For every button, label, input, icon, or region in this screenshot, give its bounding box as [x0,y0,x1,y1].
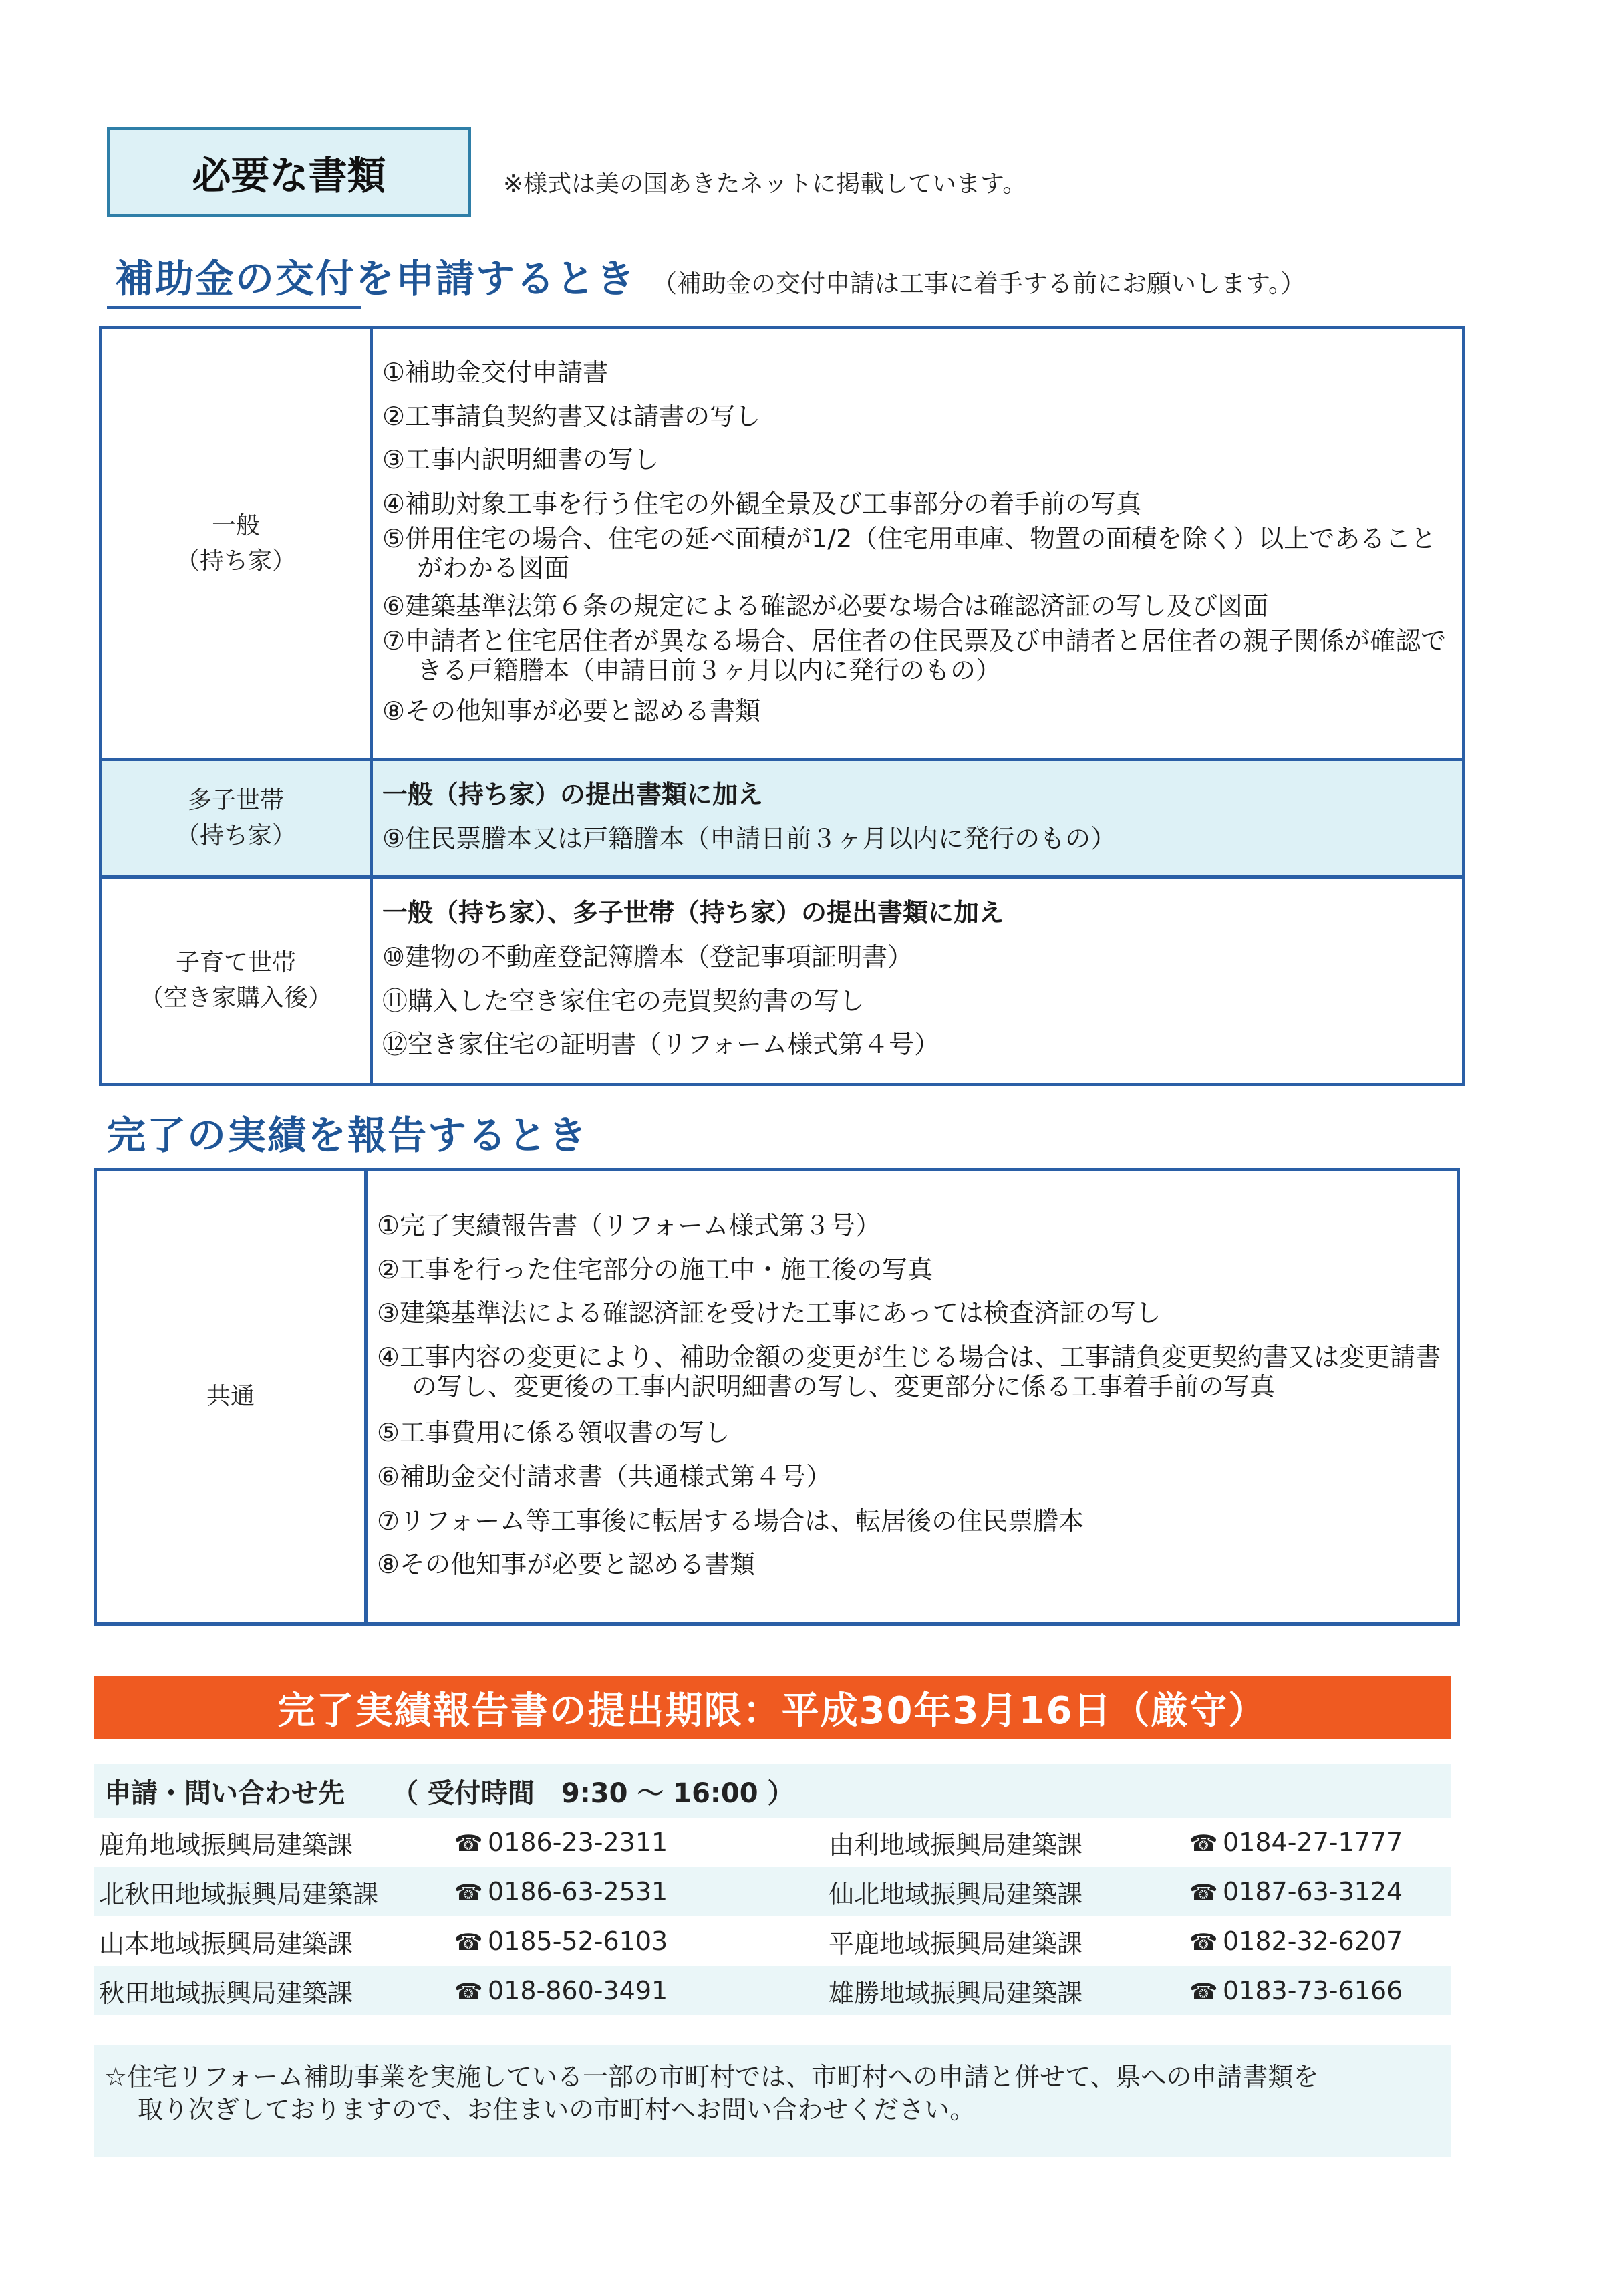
contact-row [94,1867,1451,1916]
phone-icon: ☎ [454,1880,483,1906]
phone-icon: ☎ [1189,1880,1218,1906]
header [107,127,1026,217]
phone-number: 0182-32-6207 [1223,1926,1403,1956]
list-item: ⑥補助金交付請求書（共通様式第４号） [377,1462,832,1492]
category-sublabel: （持ち家） [175,547,296,575]
phone-number: 0186-23-2311 [488,1828,668,1857]
items-cell [372,877,1464,1085]
category-cell [101,760,372,877]
phone-icon: ☎ [1189,1929,1218,1956]
office-name: 北秋田地域振興局建築課 [99,1879,379,1909]
phone-icon: ☎ [454,1830,483,1857]
phone-icon: ☎ [1189,1830,1218,1857]
contact-section [94,1764,1451,2015]
list-item: ②工事を行った住宅部分の施工中・施工後の写真 [377,1254,933,1284]
section2-title: 完了の実績を報告するとき [107,1113,589,1158]
list-lead: 一般（持ち家）の提出書類に加え [382,779,764,809]
contact-row [94,1966,1451,2015]
category-cell [101,877,372,1085]
office-phone[interactable] [1189,1926,1443,1956]
list-item: ③建築基準法による確認済証を受けた工事にあっては検査済証の写し [377,1298,1161,1328]
table-row-general [101,328,1464,760]
category-sublabel: （空き家購入後） [139,984,332,1012]
office-phone[interactable] [454,1926,829,1956]
office-name: 雄勝地域振興局建築課 [829,1978,1083,2008]
office-name: 平鹿地域振興局建築課 [829,1928,1083,1959]
list-item: ⑩建物の不動産登記簿謄本（登記事項証明書） [382,942,913,972]
section1-subtitle: （補助金の交付申請は工事に着手する前にお願いします。） [652,269,1306,298]
list-item: ①完了実績報告書（リフォーム様式第３号） [377,1210,881,1240]
list-item: ⑤工事費用に係る領収書の写し [377,1418,730,1448]
section1-title [115,247,1306,303]
list-item: ②工事請負契約書又は請書の写し [382,401,761,431]
section1-heading: 補助金の交付を申請するとき [115,256,637,301]
footnote-line2: 取り次ぎしておりますので、お住まいの市町村へお問い合わせください。 [138,2095,976,2125]
phone-number: 018-860-3491 [488,1976,668,2005]
section1-underline [107,306,361,309]
phone-number: 0186-63-2531 [488,1877,668,1906]
list-item: ⑦リフォーム等工事後に転居する場合は、転居後の住民票謄本 [377,1505,1084,1536]
table-row-multichild [101,760,1464,877]
list-item: ⑫空き家住宅の証明書（リフォーム様式第４号） [382,1030,940,1060]
category-label: 子育て世帯 [175,949,296,977]
list-item: ⑥建築基準法第６条の規定による確認が必要な場合は確認済証の写し及び図面 [382,591,1269,621]
office-phone[interactable] [454,1976,829,2005]
items-cell [366,1170,1459,1624]
header-note: ※様式は美の国あきたネットに掲載しています。 [503,170,1027,198]
phone-icon: ☎ [454,1929,483,1956]
category-label: 多子世帯 [187,786,284,815]
phone-number: 0187-63-3124 [1223,1877,1403,1906]
office-name: 仙北地域振興局建築課 [829,1879,1083,1909]
phone-icon: ☎ [454,1979,483,2005]
phone-number: 0184-27-1777 [1223,1828,1403,1857]
office-hours: （ 受付時間 9:30 ～ 16:00 ） [392,1777,794,1809]
office-phone[interactable] [454,1828,829,1857]
office-phone[interactable] [1189,1828,1443,1857]
list-item: ⑧その他知事が必要と認める書類 [377,1550,756,1580]
office-name: 由利地域振興局建築課 [829,1830,1083,1860]
category-sublabel: （持ち家） [175,821,296,849]
application-docs-table [99,326,1465,1086]
phone-icon: ☎ [1189,1979,1218,2005]
office-phone[interactable] [1189,1877,1443,1906]
list-item: ⑦申請者と住宅居住者が異なる場合、居住者の住民票及び申請者と居住者の親子関係が確認できる戸籍謄本（申請日前３ヶ月以内に発行のもの） [382,625,1447,685]
contact-label: 申請・問い合わせ先 [104,1777,345,1809]
office-phone[interactable] [1189,1976,1443,2005]
office-phone[interactable] [454,1877,829,1906]
list-item: ⑪購入した空き家住宅の売買契約書の写し [382,986,865,1016]
category-cell [101,328,372,760]
office-name: 山本地域振興局建築課 [99,1928,353,1959]
office-name: 鹿角地域振興局建築課 [99,1830,353,1860]
list-item: ⑨住民票謄本又は戸籍謄本（申請日前３ヶ月以内に発行のもの） [382,823,1117,853]
list-item: ⑤併用住宅の場合、住宅の延べ面積が1/2（住宅用車庫、物置の面積を除く）以上であることがわかる図面 [382,523,1437,583]
category-cell: 共通 [96,1170,366,1624]
phone-number: 0183-73-6166 [1223,1976,1403,2005]
items-cell [372,760,1464,877]
list-item: ①補助金交付申請書 [382,357,609,388]
items-cell [372,328,1464,760]
contact-header [94,1764,1451,1818]
footnote-line1: ☆住宅リフォーム補助事業を実施している一部の市町村では、市町村への申請と併せて、県への申請書類を [104,2062,1319,2092]
table-row-childcare [101,877,1464,1085]
category-label: 一般 [211,512,260,540]
page-title: 必要な書類 [107,127,471,217]
footnote [94,2045,1451,2157]
list-item: ③工事内訳明細書の写し [382,445,660,475]
list-item: ④補助対象工事を行う住宅の外観全景及び工事部分の着手前の写真 [382,489,1142,519]
phone-number: 0185-52-6103 [488,1926,668,1956]
contact-row [94,1818,1451,1867]
list-item: ⑧その他知事が必要と認める書類 [382,696,761,726]
list-item: ④工事内容の変更により、補助金額の変更が生じる場合は、工事請負変更契約書又は変更請書の写し、変更後の工事内訳明細書の写し、変更部分に係る工事着手前の写真 [377,1342,1441,1401]
contact-row [94,1916,1451,1966]
table-row-common [96,1170,1459,1624]
list-lead: 一般（持ち家）、多子世帯（持ち家）の提出書類に加え [382,898,1005,928]
deadline-banner: 完了実績報告書の提出期限：平成30年3月16日（厳守） [94,1676,1451,1739]
office-name: 秋田地域振興局建築課 [99,1978,353,2008]
completion-docs-table [94,1168,1460,1626]
